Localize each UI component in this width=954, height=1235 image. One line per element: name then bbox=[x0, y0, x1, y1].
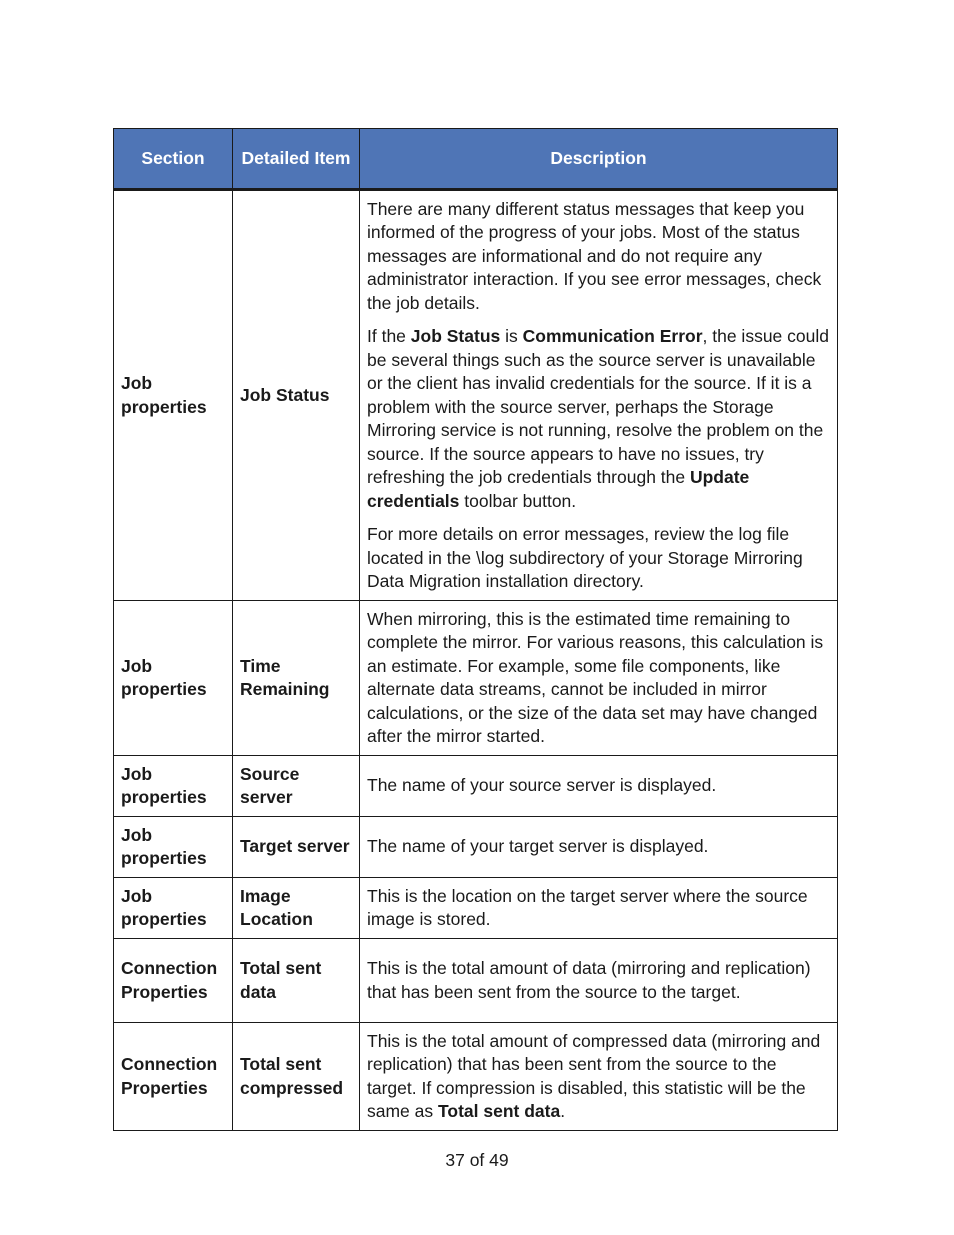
description-cell: This is the total amount of data (mirroring and replication) that has been sent from the source to the target. bbox=[360, 939, 838, 1023]
description-cell bbox=[360, 190, 838, 601]
item-cell: Total sent compressed bbox=[233, 1023, 360, 1131]
page-number: 37 of 49 bbox=[445, 1150, 509, 1170]
item-cell: Time Remaining bbox=[233, 601, 360, 756]
section-cell: Job properties bbox=[114, 878, 233, 939]
table-header-row bbox=[114, 129, 838, 190]
section-cell: Job properties bbox=[114, 756, 233, 817]
description-paragraph: For more details on error messages, review the log file located in the \log subdirectory of your Storage Mirroring Data Migration installation directory. bbox=[367, 524, 803, 591]
section-cell: Connection Properties bbox=[114, 1023, 233, 1131]
bold-term: Total sent data bbox=[438, 1101, 561, 1121]
description-cell: The name of your source server is displayed. bbox=[360, 756, 838, 817]
bold-term: Update credentials bbox=[367, 467, 750, 511]
item-cell: Source server bbox=[233, 756, 360, 817]
table-row bbox=[114, 1023, 838, 1131]
item-cell: Target server bbox=[233, 817, 360, 878]
table-row bbox=[114, 601, 838, 756]
text-run: , the issue could be several things such as the source server is unavailable or the client has invalid credentials for the source. If it is a problem with the source server, perhaps the Storage Mirroring service is not running, resolve the problem on the source. If the source appears to have no issues, try refreshing the job credentials through the bbox=[367, 326, 829, 487]
section-cell: Connection Properties bbox=[114, 939, 233, 1023]
bold-term: Job Status bbox=[410, 326, 501, 346]
text-run: This is the total amount of compressed data (mirroring and replication) that has been sent from the source to the target. If compression is disabled, this statistic will be the same as bbox=[367, 1030, 821, 1121]
description-cell: When mirroring, this is the estimated time remaining to complete the mirror. For various reasons, this calculation is an estimate. For example, some file components, like alternate data streams, cannot be included in mirror calculations, or the size of the data set may have changed after the mirror started. bbox=[360, 601, 838, 756]
section-cell: Job properties bbox=[114, 190, 233, 601]
description-cell: The name of your target server is displayed. bbox=[360, 817, 838, 878]
bold-term: Communication Error bbox=[522, 326, 703, 346]
item-cell: Total sent data bbox=[233, 939, 360, 1023]
text-run: . bbox=[560, 1101, 566, 1121]
item-cell: Job Status bbox=[233, 190, 360, 601]
table-row bbox=[114, 190, 838, 601]
properties-table bbox=[113, 128, 838, 1131]
description-paragraph: There are many different status messages that keep you informed of the progress of your jobs. Most of the status messages are informational and do not require any administrator interaction. If you see error messages, check the job details. bbox=[367, 198, 822, 313]
table-row bbox=[114, 817, 838, 878]
section-cell: Job properties bbox=[114, 817, 233, 878]
table-row bbox=[114, 878, 838, 939]
table-row bbox=[114, 939, 838, 1023]
text-run: If the bbox=[367, 326, 411, 346]
table-row bbox=[114, 756, 838, 817]
item-cell: Image Location bbox=[233, 878, 360, 939]
text-run: toolbar button. bbox=[459, 490, 577, 511]
header-section: Section bbox=[114, 129, 233, 190]
description-paragraph bbox=[367, 325, 830, 513]
header-detailed-item: Detailed Item bbox=[233, 129, 360, 190]
text-run: is bbox=[500, 326, 523, 346]
description-cell bbox=[360, 1023, 838, 1131]
header-description: Description bbox=[360, 129, 838, 190]
description-cell: This is the location on the target server where the source image is stored. bbox=[360, 878, 838, 939]
section-cell: Job properties bbox=[114, 601, 233, 756]
